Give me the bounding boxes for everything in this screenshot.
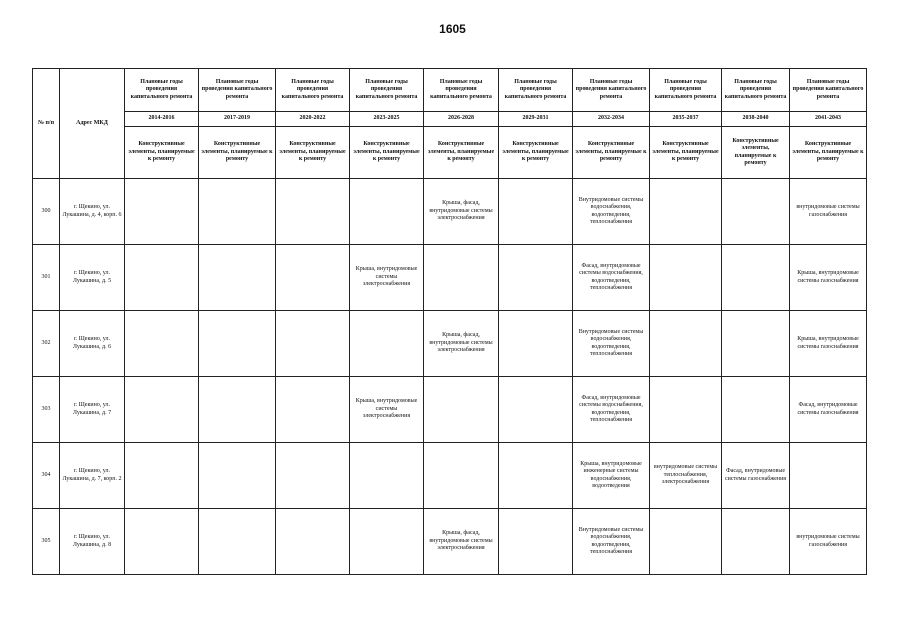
work-cell xyxy=(650,311,722,377)
elements-label: Конструктивные элементы, планируемые к ремонту xyxy=(790,127,867,179)
work-cell: Внутридомовые системы водоснабжения, водоотведения, теплоснабжения xyxy=(573,179,650,245)
work-cell xyxy=(650,245,722,311)
elements-label: Конструктивные элементы, планируемые к ремонту xyxy=(499,127,573,179)
table-row xyxy=(33,443,867,509)
work-cell xyxy=(125,443,199,509)
work-cell xyxy=(199,179,276,245)
row-number: 304 xyxy=(33,443,60,509)
work-cell xyxy=(722,245,790,311)
period-years: 2032-2034 xyxy=(573,112,650,127)
work-cell xyxy=(125,509,199,575)
row-number: 305 xyxy=(33,509,60,575)
elements-label: Конструктивные элементы, планируемые к ремонту xyxy=(350,127,424,179)
period-title: Плановые годы проведения капитального ремонта xyxy=(573,69,650,112)
period-years: 2020-2022 xyxy=(276,112,350,127)
elements-label: Конструктивные элементы, планируемые к ремонту xyxy=(424,127,499,179)
work-cell xyxy=(499,311,573,377)
work-cell: внутридомовые системы газоснабжения xyxy=(790,509,867,575)
work-cell xyxy=(125,311,199,377)
work-cell xyxy=(125,179,199,245)
work-cell xyxy=(424,245,499,311)
work-cell xyxy=(199,443,276,509)
work-cell xyxy=(199,311,276,377)
work-cell xyxy=(199,377,276,443)
row-number: 302 xyxy=(33,311,60,377)
work-cell: Фасад, внутридомовые системы водоснабжения, водоотведения, теплоснабжения xyxy=(573,245,650,311)
work-cell: Фасад, внутридомовые системы водоснабжения, водоотведения, теплоснабжения xyxy=(573,377,650,443)
period-title: Плановые годы проведения капитального ремонта xyxy=(350,69,424,112)
work-cell xyxy=(722,377,790,443)
work-cell: Фасад, внутридомовые системы газоснабжения xyxy=(790,377,867,443)
row-number: 301 xyxy=(33,245,60,311)
elements-label: Конструктивные элементы, планируемые к ремонту xyxy=(650,127,722,179)
row-address: г. Щекино, ул. Лукашина, д. 5 xyxy=(60,245,125,311)
table-row xyxy=(33,245,867,311)
period-years: 2035-2037 xyxy=(650,112,722,127)
work-cell xyxy=(276,311,350,377)
work-cell: Крыша, внутридомовые системы электроснабжения xyxy=(350,377,424,443)
work-cell: внутридомовые системы газоснабжения xyxy=(790,179,867,245)
work-cell xyxy=(650,179,722,245)
period-title: Плановые годы проведения капитального ремонта xyxy=(650,69,722,112)
row-address: г. Щекино, ул. Лукашина, д. 7 xyxy=(60,377,125,443)
table-row xyxy=(33,377,867,443)
row-address: г. Щекино, ул. Лукашина, д. 6 xyxy=(60,311,125,377)
row-address: г. Щекино, ул. Лукашина, д. 7, корп. 2 xyxy=(60,443,125,509)
elements-label: Конструктивные элементы, планируемые к ремонту xyxy=(722,127,790,179)
column-header-address: Адрес МКД xyxy=(60,69,125,179)
work-cell: Крыша, внутридомовые системы электроснабжения xyxy=(350,245,424,311)
work-cell xyxy=(276,377,350,443)
work-cell xyxy=(199,245,276,311)
table-row xyxy=(33,311,867,377)
work-cell: Крыша, внутридомовые инженерные системы водоснабжения, водоотведения xyxy=(573,443,650,509)
elements-label: Конструктивные элементы, планируемые к ремонту xyxy=(199,127,276,179)
period-title: Плановые годы проведения капитального ремонта xyxy=(125,69,199,112)
work-cell xyxy=(722,509,790,575)
row-address: г. Щекино, ул. Лукашина, д. 4, корп. 6 xyxy=(60,179,125,245)
table-row xyxy=(33,179,867,245)
work-cell xyxy=(650,509,722,575)
page-number: 1605 xyxy=(439,22,466,36)
work-cell: Крыша, внутридомовые системы газоснабжения xyxy=(790,311,867,377)
column-header-number: № п/п xyxy=(33,69,60,179)
work-cell xyxy=(499,443,573,509)
work-cell: внутридомовые системы теплоснабжения, электроснабжения xyxy=(650,443,722,509)
work-cell xyxy=(722,311,790,377)
work-cell: Внутридомовые системы водоснабжения, водоотведения, теплоснабжения xyxy=(573,509,650,575)
row-number: 303 xyxy=(33,377,60,443)
row-address: г. Щекино, ул. Лукашина, д. 8 xyxy=(60,509,125,575)
work-cell xyxy=(276,245,350,311)
work-cell: Крыша, фасад, внутридомовые системы электроснабжения xyxy=(424,179,499,245)
period-years: 2038-2040 xyxy=(722,112,790,127)
header-row-years xyxy=(33,112,867,127)
work-cell xyxy=(790,443,867,509)
work-cell xyxy=(125,377,199,443)
work-cell xyxy=(650,377,722,443)
work-cell xyxy=(350,311,424,377)
work-cell: Крыша, фасад, внутридомовые системы электроснабжения xyxy=(424,509,499,575)
work-cell: Внутридомовые системы водоснабжения, водоотведения, теплоснабжения xyxy=(573,311,650,377)
header-row-elements xyxy=(33,127,867,179)
work-cell: Крыша, фасад, внутридомовые системы электроснабжения xyxy=(424,311,499,377)
work-cell xyxy=(125,245,199,311)
work-cell xyxy=(276,179,350,245)
work-cell: Крыша, внутридомовые системы газоснабжения xyxy=(790,245,867,311)
table-row xyxy=(33,509,867,575)
work-cell xyxy=(276,509,350,575)
work-cell xyxy=(499,179,573,245)
period-title: Плановые годы проведения капитального ремонта xyxy=(424,69,499,112)
elements-label: Конструктивные элементы, планируемые к ремонту xyxy=(573,127,650,179)
period-years: 2017-2019 xyxy=(199,112,276,127)
work-cell: Фасад, внутридомовые системы газоснабжения xyxy=(722,443,790,509)
period-title: Плановые годы проведения капитального ремонта xyxy=(499,69,573,112)
work-cell xyxy=(499,377,573,443)
work-cell xyxy=(499,245,573,311)
period-title: Плановые годы проведения капитального ремонта xyxy=(790,69,867,112)
period-years: 2023-2025 xyxy=(350,112,424,127)
period-title: Плановые годы проведения капитального ремонта xyxy=(199,69,276,112)
period-title: Плановые годы проведения капитального ремонта xyxy=(276,69,350,112)
period-years: 2014-2016 xyxy=(125,112,199,127)
elements-label: Конструктивные элементы, планируемые к ремонту xyxy=(125,127,199,179)
period-years: 2029-2031 xyxy=(499,112,573,127)
period-title: Плановые годы проведения капитального ремонта xyxy=(722,69,790,112)
repair-plan-table xyxy=(32,68,867,575)
work-cell xyxy=(722,179,790,245)
work-cell xyxy=(424,377,499,443)
work-cell xyxy=(350,509,424,575)
row-number: 300 xyxy=(33,179,60,245)
period-years: 2026-2028 xyxy=(424,112,499,127)
header-row-periods xyxy=(33,69,867,112)
work-cell xyxy=(499,509,573,575)
work-cell xyxy=(350,443,424,509)
work-cell xyxy=(350,179,424,245)
period-years: 2041-2043 xyxy=(790,112,867,127)
work-cell xyxy=(424,443,499,509)
work-cell xyxy=(276,443,350,509)
work-cell xyxy=(199,509,276,575)
elements-label: Конструктивные элементы, планируемые к ремонту xyxy=(276,127,350,179)
